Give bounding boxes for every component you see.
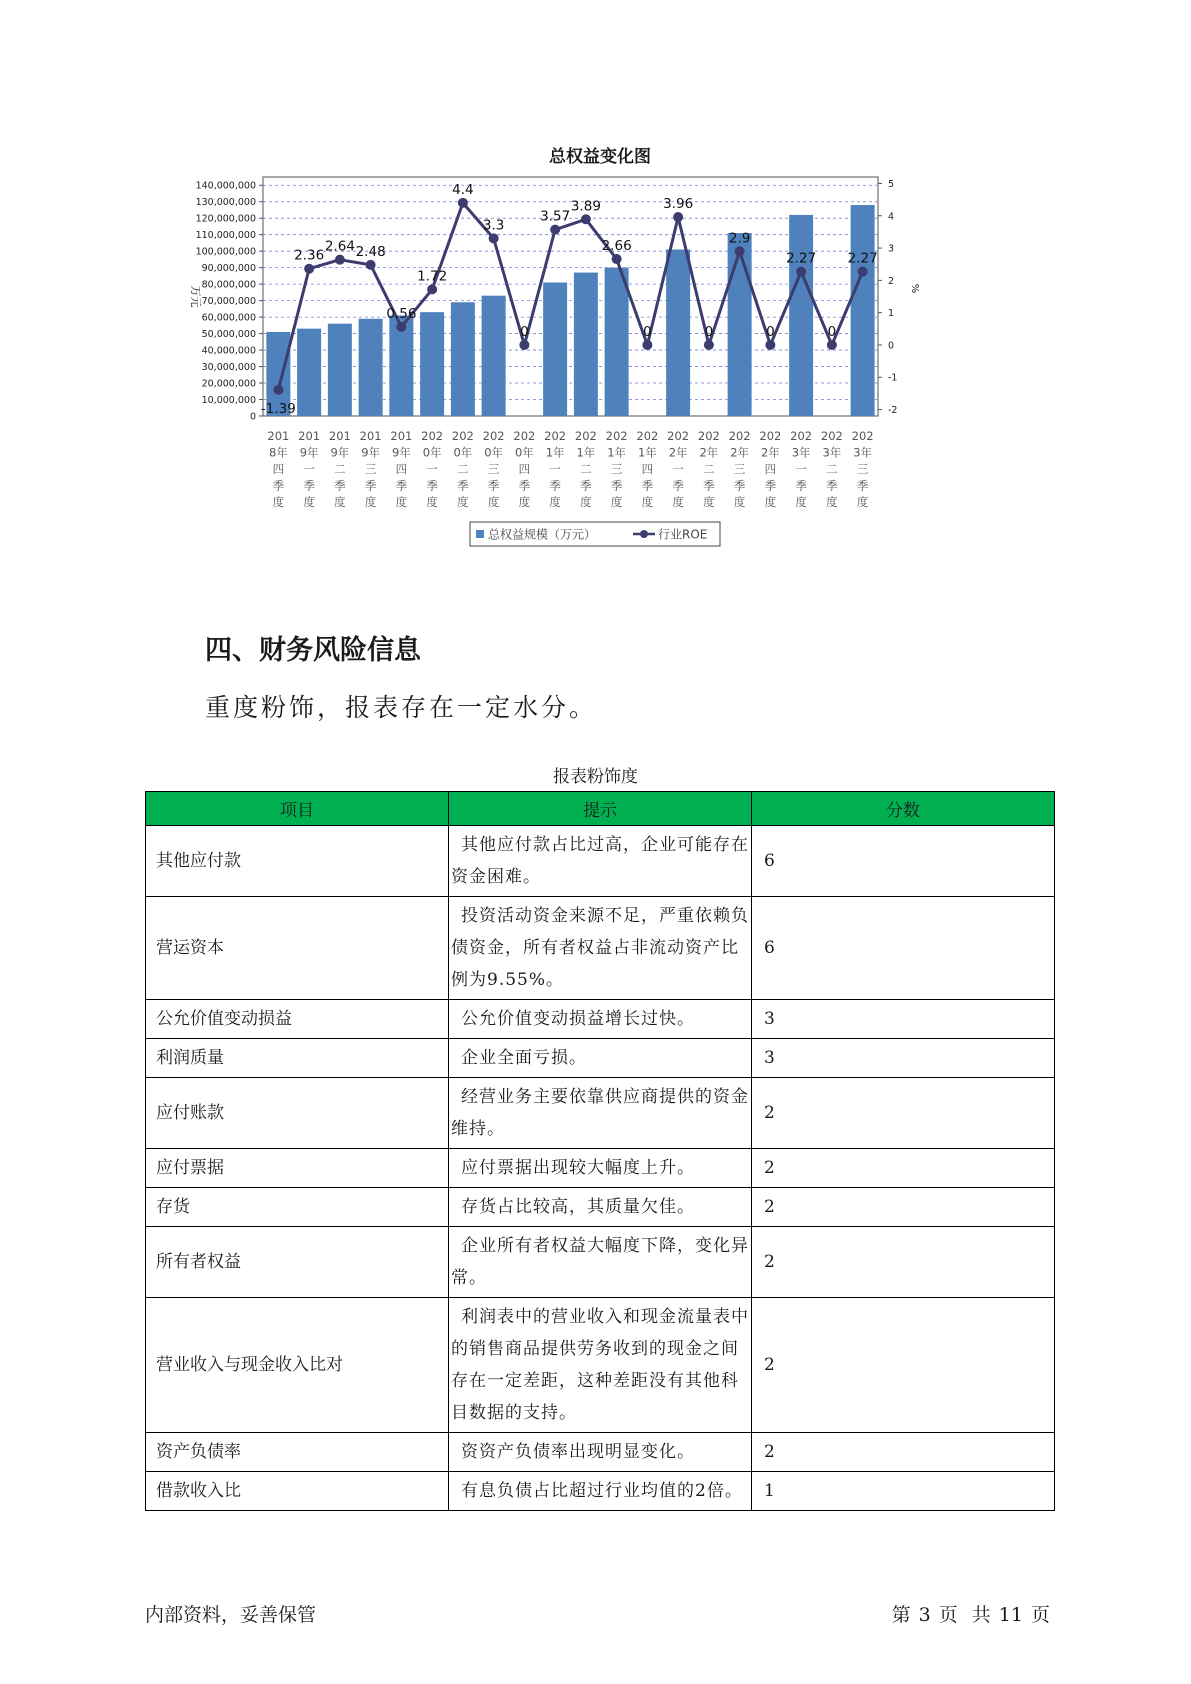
left-tick-label: 80,000,000 <box>201 279 256 291</box>
x-tick-label: 季 <box>610 478 623 493</box>
x-tick-label: 2年 <box>668 445 688 460</box>
x-tick-label: 202 <box>544 429 567 443</box>
left-tick-label: 120,000,000 <box>195 213 256 225</box>
x-tick-label: 9年 <box>299 445 319 460</box>
roe-data-label: 2.27 <box>847 250 878 267</box>
x-tick-label: 季 <box>856 478 869 493</box>
roe-point <box>519 340 529 350</box>
item-cell: 其他应付款 <box>146 826 449 897</box>
x-tick-label: 季 <box>426 478 438 493</box>
table-row <box>146 1078 1055 1149</box>
left-tick-label: 100,000,000 <box>195 246 256 258</box>
score-cell: 2 <box>752 1188 1055 1227</box>
x-tick-label: 四 <box>764 462 777 476</box>
x-tick-label: 202 <box>790 429 813 443</box>
roe-point <box>612 254 622 264</box>
item-cell: 营业收入与现金收入比对 <box>146 1298 449 1433</box>
left-axis-label: 万元 <box>189 285 202 308</box>
x-tick-label: 8年 <box>268 445 288 460</box>
roe-point <box>304 264 314 274</box>
x-tick-label: 度 <box>426 495 438 509</box>
hint-cell: 企业所有者权益大幅度下降，变化异常。 <box>449 1227 752 1298</box>
x-tick-label: 季 <box>364 478 377 493</box>
bar <box>359 319 383 416</box>
x-tick-label: 度 <box>334 495 346 509</box>
right-tick-label: 5 <box>888 178 895 190</box>
score-cell: 1 <box>752 1472 1055 1511</box>
x-tick-label: 度 <box>733 495 746 509</box>
bar <box>728 233 752 416</box>
x-tick-label: 季 <box>334 478 346 493</box>
roe-data-label: -1.39 <box>260 400 296 417</box>
x-tick-label: 一 <box>303 462 315 476</box>
roe-data-label: 2.64 <box>324 238 355 255</box>
x-tick-label: 度 <box>826 495 838 509</box>
roe-point <box>704 340 714 350</box>
x-tick-label: 度 <box>856 495 869 509</box>
bar <box>482 296 506 416</box>
x-tick-label: 季 <box>795 478 807 493</box>
table-header-row <box>146 792 1055 826</box>
x-tick-label: 季 <box>549 478 561 493</box>
x-tick-label: 三 <box>610 462 623 476</box>
x-tick-label: 季 <box>518 478 531 493</box>
x-tick-label: 度 <box>364 495 377 509</box>
score-cell: 2 <box>752 1298 1055 1433</box>
x-tick-label: 201 <box>390 429 413 443</box>
roe-data-label: 2.27 <box>786 250 817 267</box>
table-row <box>146 1188 1055 1227</box>
roe-data-label: 1.72 <box>417 268 448 285</box>
hint-cell: 其他应付款占比过高，企业可能存在资金困难。 <box>449 826 752 897</box>
x-tick-label: 202 <box>851 429 874 443</box>
x-tick-label: 三 <box>487 462 500 476</box>
x-tick-label: 202 <box>728 429 751 443</box>
x-tick-label: 三 <box>733 462 746 476</box>
roe-point <box>550 225 560 235</box>
right-tick-label: -1 <box>888 372 898 384</box>
x-tick-label: 0年 <box>484 445 504 460</box>
roe-point <box>581 214 591 224</box>
x-tick-label: 季 <box>580 478 592 493</box>
x-tick-label: 四 <box>272 462 285 476</box>
footer-confidential: 内部资料，妥善保管 <box>145 1604 317 1626</box>
chart-svg <box>170 130 1030 590</box>
x-tick-label: 季 <box>303 478 315 493</box>
hint-cell: 企业全面亏损。 <box>449 1039 752 1078</box>
x-tick-label: 202 <box>482 429 505 443</box>
item-cell: 利润质量 <box>146 1039 449 1078</box>
hint-cell: 有息负债占比超过行业均值的2倍。 <box>449 1472 752 1511</box>
x-tick-label: 1年 <box>576 445 596 460</box>
right-tick-label: 0 <box>888 340 895 352</box>
left-tick-label: 50,000,000 <box>201 329 256 341</box>
left-tick-label: 90,000,000 <box>201 263 256 275</box>
roe-data-label: 0 <box>520 323 529 340</box>
left-tick-label: 30,000,000 <box>201 362 256 374</box>
roe-point <box>673 212 683 222</box>
x-tick-label: 202 <box>574 429 597 443</box>
x-tick-label: 二 <box>826 462 838 476</box>
page-total: 11 <box>998 1604 1023 1626</box>
x-tick-label: 201 <box>298 429 321 443</box>
right-tick-label: -2 <box>888 405 898 417</box>
hint-cell: 利润表中的营业收入和现金流量表中的销售商品提供劳务收到的现金之间存在一定差距，这种差距没有其他科目数据的支持。 <box>449 1298 752 1433</box>
item-cell: 应付票据 <box>146 1149 449 1188</box>
x-tick-label: 季 <box>672 478 684 493</box>
left-tick-label: 140,000,000 <box>195 180 256 192</box>
left-tick-label: 10,000,000 <box>201 395 256 407</box>
hint-cell: 存货占比较高，其质量欠佳。 <box>449 1188 752 1227</box>
chart-title: 总权益变化图 <box>549 147 651 167</box>
x-tick-label: 202 <box>759 429 782 443</box>
legend-bar-swatch <box>476 530 484 538</box>
x-tick-label: 季 <box>733 478 746 493</box>
x-tick-label: 四 <box>641 462 654 476</box>
x-tick-label: 202 <box>820 429 843 443</box>
score-cell: 6 <box>752 897 1055 1000</box>
x-tick-label: 9年 <box>361 445 381 460</box>
page-current: 3 <box>918 1604 931 1626</box>
x-tick-label: 1年 <box>545 445 565 460</box>
x-tick-label: 度 <box>795 495 807 509</box>
table-row <box>146 1149 1055 1188</box>
left-tick-label: 0 <box>249 411 256 423</box>
roe-point <box>796 267 806 277</box>
item-cell: 公允价值变动损益 <box>146 1000 449 1039</box>
x-tick-label: 1年 <box>637 445 657 460</box>
x-tick-label: 2年 <box>760 445 780 460</box>
x-tick-label: 季 <box>487 478 500 493</box>
score-cell: 2 <box>752 1078 1055 1149</box>
equity-chart <box>170 130 1030 590</box>
left-tick-label: 60,000,000 <box>201 312 256 324</box>
x-tick-label: 度 <box>641 495 654 509</box>
page-total-unit: 页 <box>1030 1604 1050 1626</box>
bar <box>420 312 444 416</box>
x-tick-label: 9年 <box>391 445 411 460</box>
x-tick-label: 度 <box>549 495 561 509</box>
legend-bar-label: 总权益规模（万元） <box>488 527 597 542</box>
x-tick-label: 1年 <box>607 445 627 460</box>
x-tick-label: 202 <box>451 429 474 443</box>
roe-data-label: 2.48 <box>355 243 386 260</box>
hint-cell: 公允价值变动损益增长过快。 <box>449 1000 752 1039</box>
x-tick-label: 0年 <box>422 445 442 460</box>
table-caption: 报表粉饰度 <box>553 767 638 787</box>
x-tick-label: 度 <box>610 495 623 509</box>
risk-table <box>145 791 1055 1511</box>
section-heading: 四、财务风险信息 <box>205 635 421 666</box>
bar <box>605 268 629 416</box>
right-axis-label: % <box>909 283 920 294</box>
x-tick-label: 三 <box>364 462 377 476</box>
roe-point <box>458 198 468 208</box>
x-tick-label: 202 <box>697 429 720 443</box>
bar <box>328 324 352 416</box>
x-tick-label: 三 <box>856 462 869 476</box>
x-tick-label: 二 <box>457 462 469 476</box>
x-tick-label: 度 <box>672 495 684 509</box>
item-cell: 营运资本 <box>146 897 449 1000</box>
x-tick-label: 3年 <box>822 445 842 460</box>
right-tick-label: 3 <box>888 243 895 255</box>
roe-point <box>427 284 437 294</box>
roe-data-label: 0.56 <box>386 305 417 322</box>
x-tick-label: 202 <box>605 429 628 443</box>
roe-point <box>335 255 345 265</box>
bar <box>789 215 813 416</box>
score-cell: 2 <box>752 1227 1055 1298</box>
bar <box>297 329 321 416</box>
x-tick-label: 季 <box>764 478 777 493</box>
x-tick-label: 季 <box>457 478 469 493</box>
x-tick-label: 季 <box>272 478 285 493</box>
hint-cell: 经营业务主要依靠供应商提供的资金维持。 <box>449 1078 752 1149</box>
right-tick-label: 2 <box>888 275 895 287</box>
x-tick-label: 一 <box>426 462 438 476</box>
roe-point <box>765 340 775 350</box>
x-tick-label: 202 <box>636 429 659 443</box>
score-cell: 2 <box>752 1433 1055 1472</box>
x-tick-label: 201 <box>267 429 290 443</box>
x-tick-label: 一 <box>795 462 807 476</box>
item-cell: 借款收入比 <box>146 1472 449 1511</box>
x-tick-label: 一 <box>549 462 561 476</box>
x-tick-label: 季 <box>395 478 408 493</box>
x-tick-label: 度 <box>703 495 715 509</box>
x-tick-label: 度 <box>518 495 531 509</box>
x-tick-label: 度 <box>303 495 315 509</box>
x-tick-label: 四 <box>395 462 408 476</box>
score-cell: 3 <box>752 1039 1055 1078</box>
x-tick-label: 2年 <box>730 445 750 460</box>
left-tick-label: 20,000,000 <box>201 378 256 390</box>
roe-point <box>642 340 652 350</box>
roe-data-label: 2.9 <box>728 230 751 247</box>
hint-cell: 投资活动资金来源不足，严重依赖负债资金，所有者权益占非流动资产比例为9.55%。 <box>449 897 752 1000</box>
roe-point <box>366 260 376 270</box>
item-cell: 资产负债率 <box>146 1433 449 1472</box>
hint-cell: 应付票据出现较大幅度上升。 <box>449 1149 752 1188</box>
table-row <box>146 1298 1055 1433</box>
x-tick-label: 201 <box>328 429 351 443</box>
table-row <box>146 1227 1055 1298</box>
section-text: 重度粉饰，报表存在一定水分。 <box>205 693 598 722</box>
table-row <box>146 897 1055 1000</box>
roe-data-label: 4.4 <box>452 181 474 198</box>
left-tick-label: 110,000,000 <box>195 230 256 242</box>
table-row <box>146 1039 1055 1078</box>
page-unit: 页 <box>938 1604 958 1626</box>
x-tick-label: 202 <box>421 429 444 443</box>
roe-data-label: 3.57 <box>540 208 571 225</box>
roe-point <box>858 267 868 277</box>
x-tick-label: 度 <box>580 495 592 509</box>
x-tick-label: 2年 <box>699 445 719 460</box>
roe-point <box>735 246 745 256</box>
hint-cell: 资资产负债率出现明显变化。 <box>449 1433 752 1472</box>
x-tick-label: 二 <box>334 462 346 476</box>
score-cell: 6 <box>752 826 1055 897</box>
x-tick-label: 二 <box>703 462 715 476</box>
header-hint: 提示 <box>449 792 752 826</box>
roe-point <box>489 233 499 243</box>
roe-data-label: 0 <box>766 323 775 340</box>
x-tick-label: 9年 <box>330 445 350 460</box>
bar <box>543 282 567 416</box>
table-row <box>146 826 1055 897</box>
roe-data-label: 3.89 <box>570 198 601 215</box>
right-tick-label: 1 <box>888 308 895 320</box>
score-cell: 3 <box>752 1000 1055 1039</box>
legend-line-label: 行业ROE <box>658 527 708 542</box>
roe-data-label: 2.36 <box>294 247 325 264</box>
footer-page-number <box>888 1600 1054 1627</box>
page-total-prefix: 共 <box>971 1604 991 1626</box>
x-tick-label: 3年 <box>853 445 873 460</box>
page-prefix: 第 <box>891 1604 911 1626</box>
left-tick-label: 40,000,000 <box>201 345 256 357</box>
left-tick-label: 70,000,000 <box>201 296 256 308</box>
roe-data-label: 0 <box>643 323 652 340</box>
left-tick-label: 130,000,000 <box>195 197 256 209</box>
score-cell: 2 <box>752 1149 1055 1188</box>
item-cell: 存货 <box>146 1188 449 1227</box>
x-tick-label: 202 <box>513 429 536 443</box>
x-tick-label: 度 <box>487 495 500 509</box>
x-tick-label: 季 <box>703 478 715 493</box>
item-cell: 应付账款 <box>146 1078 449 1149</box>
roe-point <box>273 385 283 395</box>
x-tick-label: 0年 <box>453 445 473 460</box>
right-tick-label: 4 <box>888 211 895 223</box>
roe-data-label: 0 <box>827 323 837 340</box>
x-tick-label: 二 <box>580 462 592 476</box>
table-row <box>146 1000 1055 1039</box>
x-tick-label: 季 <box>826 478 838 493</box>
bar <box>451 302 475 416</box>
table-row <box>146 1433 1055 1472</box>
item-cell: 所有者权益 <box>146 1227 449 1298</box>
roe-data-label: 2.66 <box>601 238 632 255</box>
bar <box>666 250 690 416</box>
roe-data-label: 3.3 <box>482 217 505 234</box>
x-tick-label: 0年 <box>514 445 534 460</box>
x-tick-label: 季 <box>641 478 654 493</box>
x-tick-label: 度 <box>395 495 408 509</box>
x-tick-label: 度 <box>457 495 469 509</box>
x-tick-label: 201 <box>359 429 382 443</box>
header-item: 项目 <box>146 792 449 826</box>
x-tick-label: 四 <box>518 462 531 476</box>
roe-point <box>827 340 837 350</box>
roe-data-label: 0 <box>704 323 714 340</box>
bar <box>574 273 598 416</box>
roe-data-label: 3.96 <box>663 196 694 213</box>
header-score: 分数 <box>752 792 1055 826</box>
bar <box>851 205 875 416</box>
x-tick-label: 202 <box>667 429 690 443</box>
x-tick-label: 度 <box>764 495 777 509</box>
x-tick-label: 一 <box>672 462 684 476</box>
legend-line-marker <box>640 530 648 538</box>
x-tick-label: 度 <box>272 495 285 509</box>
x-tick-label: 3年 <box>791 445 811 460</box>
table-row <box>146 1472 1055 1511</box>
roe-point <box>396 322 406 332</box>
